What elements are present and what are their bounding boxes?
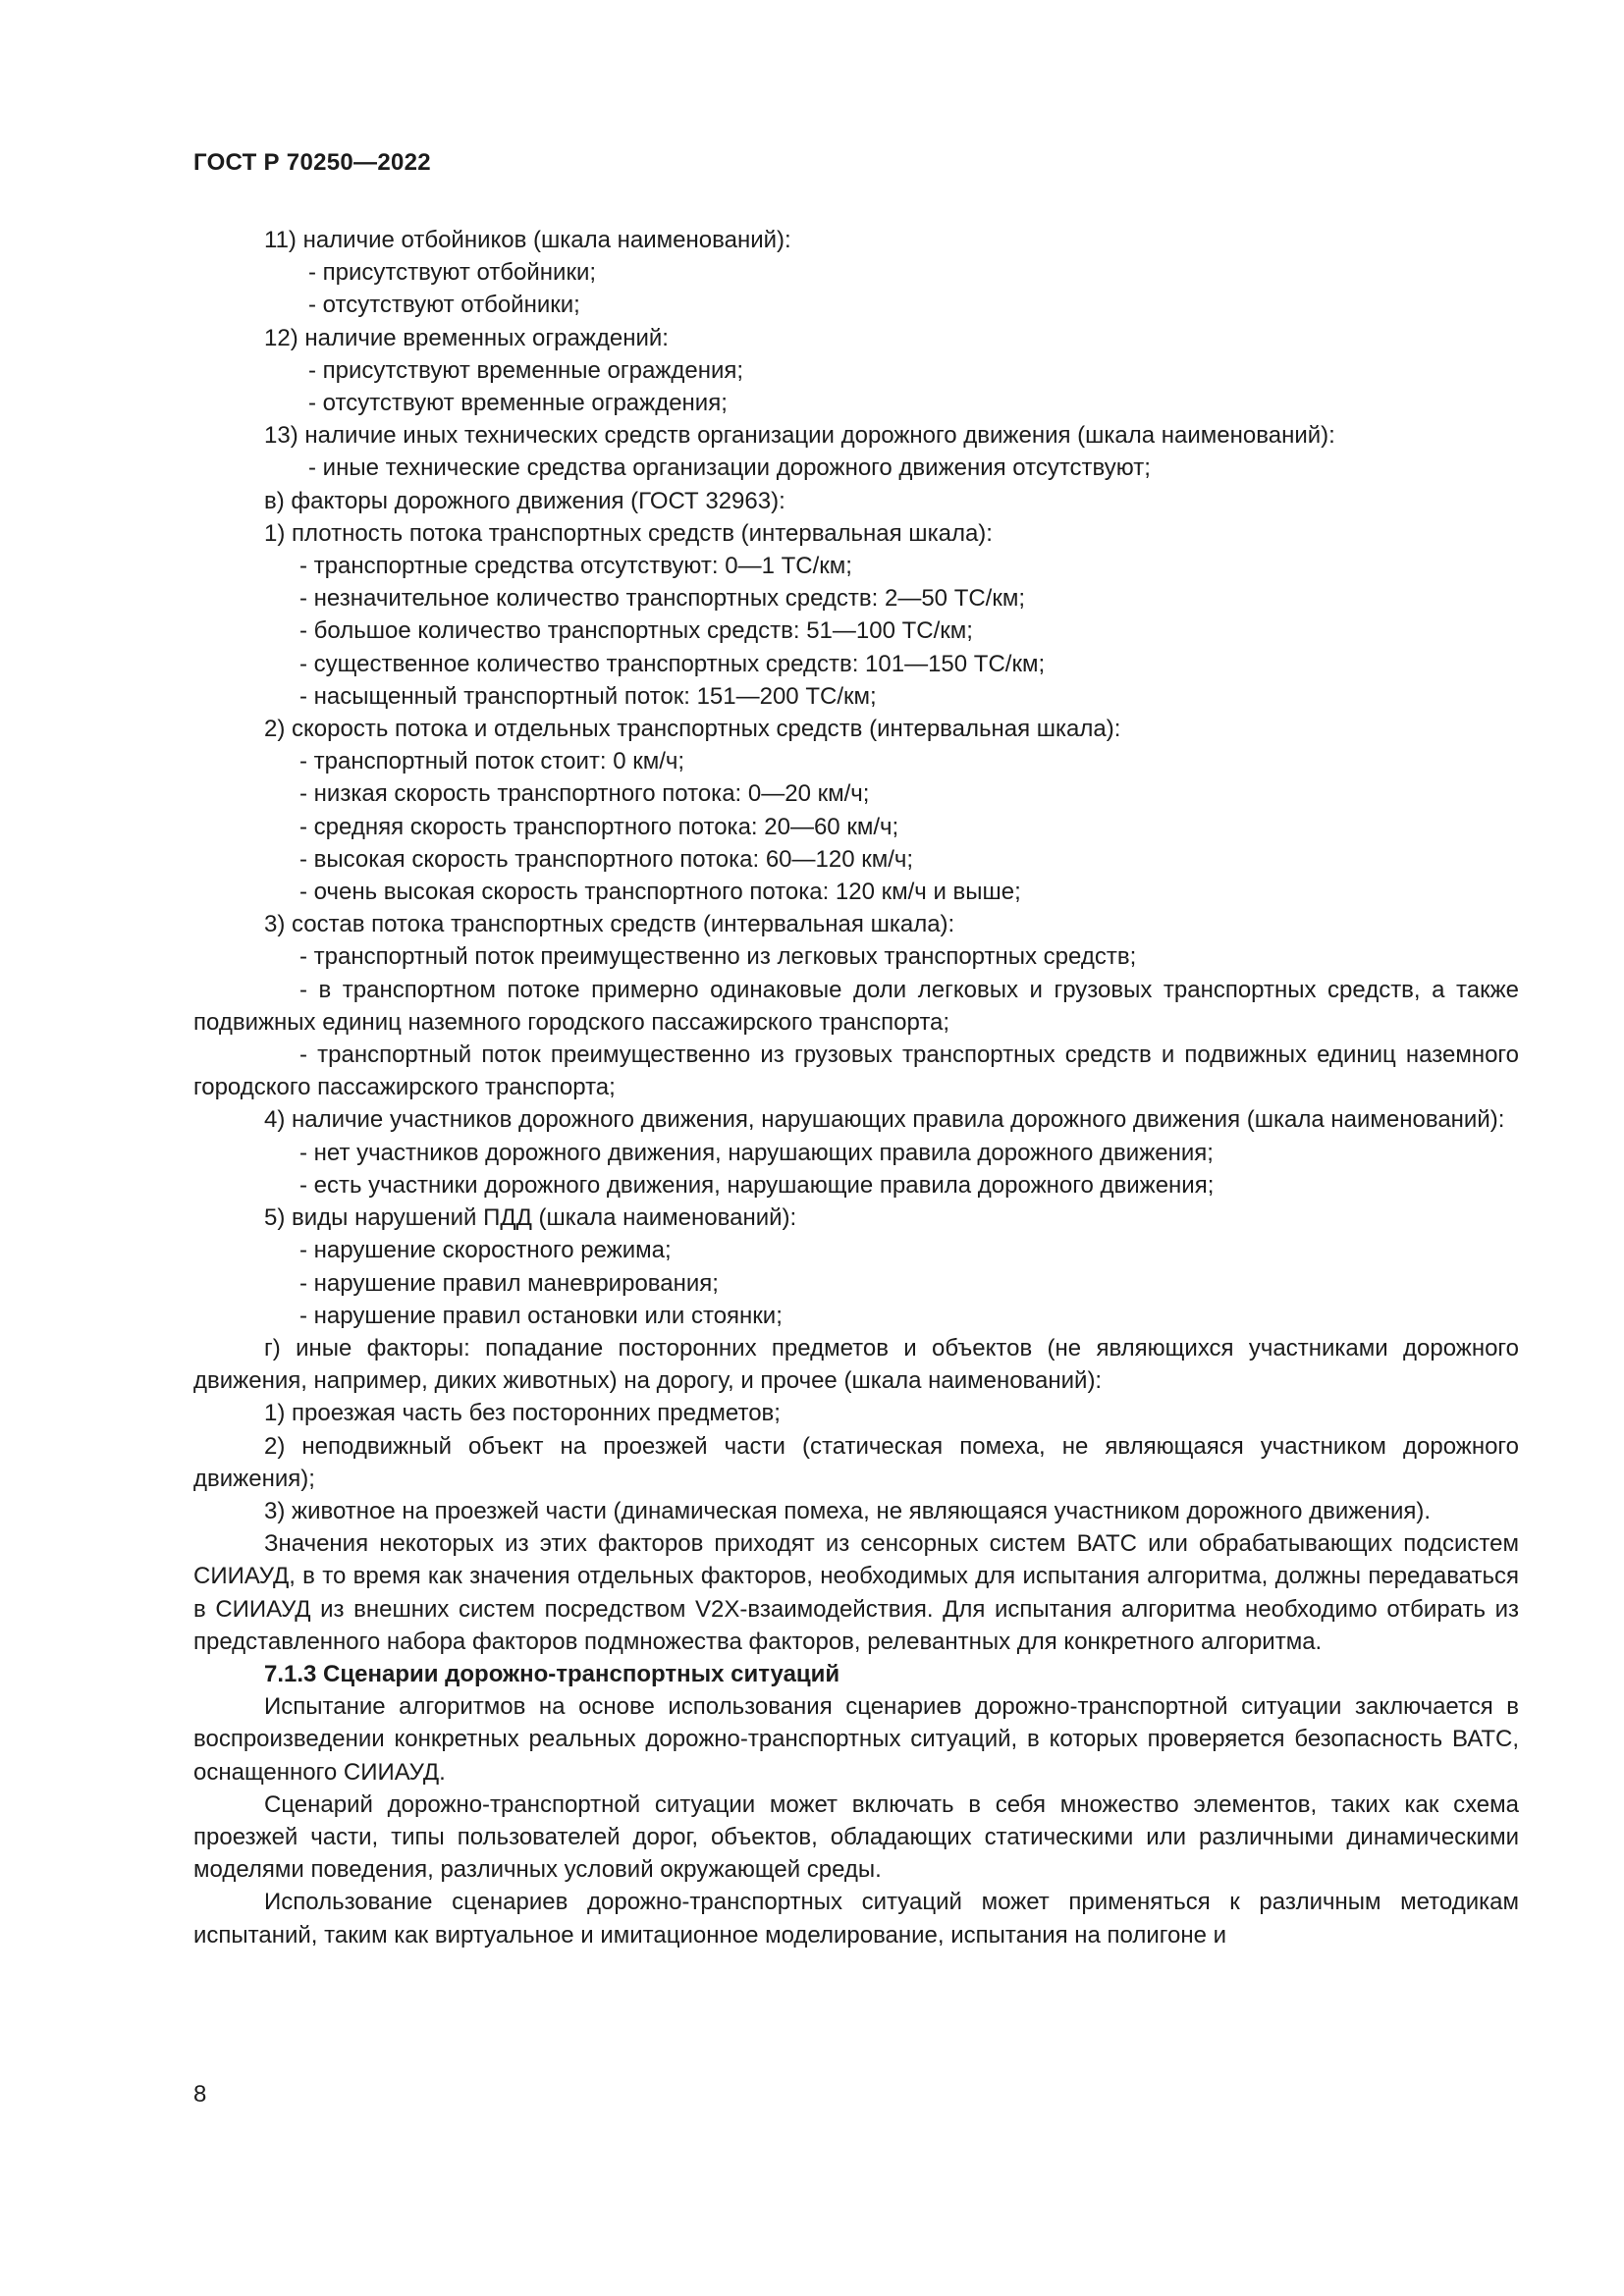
list-option: - нарушение скоростного режима; [299,1237,672,1264]
list-option: - существенное количество транспортных средств: 101—150 ТС/км; [299,650,1046,677]
list-item-g1: 1) проезжая часть без посторонних предметов; [264,1400,781,1427]
section-v-title: в) факторы дорожного движения (ГОСТ 32963): [264,487,785,514]
paragraph-factors: Значения некоторых из этих факторов приходят из сенсорных систем ВАТС или обрабатывающих подсистем СИИАУД, в то время как значения отдельных факторов, необходимых для испытания алгоритма, должны передаваться в СИИАУД из внешних систем посредством V2X-взаимодействия. Для испытания алгоритма необходимо отбирать из представленного набора факторов подмножества факторов, релевантных для конкретного алгоритма. [193,1530,1519,1655]
list-option-paragraph: - в транспортном потоке примерно одинаковые доли легковых и грузовых транспортных средств, а также подвижных единиц наземного городского пассажирского транспорта; [193,976,1519,1036]
list-option: - большое количество транспортных средств: 51—100 ТС/км; [299,617,973,645]
document-header: ГОСТ Р 70250—2022 [193,149,431,176]
list-option: - насыщенный транспортный поток: 151—200 ТС/км; [299,682,877,710]
list-option: - транспортные средства отсутствуют: 0—1 ТС/км; [299,553,852,580]
page-number: 8 [193,2081,207,2108]
list-option: - есть участники дорожного движения, нарушающие правила дорожного движения; [299,1171,1215,1199]
list-item-v2: 2) скорость потока и отдельных транспортных средств (интервальная шкала): [264,716,1121,743]
paragraph: Испытание алгоритмов на основе использования сценариев дорожно-транспортной ситуации заключается в воспроизведении конкретных реальных дорожно-транспортных ситуаций, в которых проверяется безопасность ВАТС, оснащенного СИИАУД. [193,1693,1519,1786]
document-body [193,224,1519,1951]
list-option: - иные технические средства организации дорожного движения отсутствуют; [308,454,1151,482]
list-option: - отсутствуют временные ограждения; [308,390,728,417]
list-item-11: 11) наличие отбойников (шкала наименований): [264,227,791,253]
list-option: - присутствуют временные ограждения; [308,356,744,384]
list-option: - средняя скорость транспортного потока: 20—60 км/ч; [299,813,899,840]
list-option: - низкая скорость транспортного потока: 0—20 км/ч; [299,780,870,808]
list-item-g2: 2) неподвижный объект на проезжей части (статическая помеха, не являющаяся участником дорожного движения); [193,1432,1519,1492]
list-option: - отсутствуют отбойники; [308,292,580,319]
list-option: - присутствуют отбойники; [308,259,597,287]
paragraph: Сценарий дорожно-транспортной ситуации может включать в себя множество элементов, таких как схема проезжей части, типы пользователей дорог, объектов, обладающих статическими или различными динамическими моделями поведения, различных условий окружающей среды. [193,1790,1519,1884]
list-option: - нет участников дорожного движения, нарушающих правила дорожного движения; [299,1139,1214,1166]
section-g-title: г) иные факторы: попадание посторонних предметов и объектов (не являющихся участниками дорожного движения, например, диких животных) на дорогу, и прочее (шкала наименований): [193,1334,1519,1395]
list-option: - нарушение правил остановки или стоянки; [299,1302,783,1329]
list-item-g3: 3) животное на проезжей части (динамическая помеха, не являющаяся участником дорожного движения). [264,1497,1431,1524]
list-item-12: 12) наличие временных ограждений: [264,324,669,351]
list-option: - транспортный поток преимущественно из легковых транспортных средств; [299,943,1137,971]
list-option: - незначительное количество транспортных средств: 2—50 ТС/км; [299,585,1026,613]
list-option: - высокая скорость транспортного потока: 60—120 км/ч; [299,845,914,873]
list-item-v3: 3) состав потока транспортных средств (интервальная шкала): [264,911,955,938]
list-item-v4: 4) наличие участников дорожного движения, нарушающих правила дорожного движения (шкала наименований): [264,1106,1505,1134]
list-item-v5: 5) виды нарушений ПДД (шкала наименований): [264,1204,797,1232]
list-item-v1: 1) плотность потока транспортных средств (интервальная шкала): [264,519,993,547]
list-option: - транспортный поток стоит: 0 км/ч; [299,748,685,775]
list-option: - очень высокая скорость транспортного потока: 120 км/ч и выше; [299,879,1021,906]
section-heading-7-1-3: 7.1.3 Сценарии дорожно-транспортных ситуаций [264,1660,840,1687]
list-item-13: 13) наличие иных технических средств организации дорожного движения (шкала наименований): [264,422,1335,450]
list-option: - нарушение правил маневрирования; [299,1269,719,1297]
paragraph: Использование сценариев дорожно-транспортных ситуаций может применяться к различным методикам испытаний, таким как виртуальное и имитационное моделирование, испытания на полигоне и [193,1889,1519,1949]
list-option-paragraph: - транспортный поток преимущественно из грузовых транспортных средств и подвижных единиц наземного городского пассажирского транспорта; [193,1041,1519,1101]
